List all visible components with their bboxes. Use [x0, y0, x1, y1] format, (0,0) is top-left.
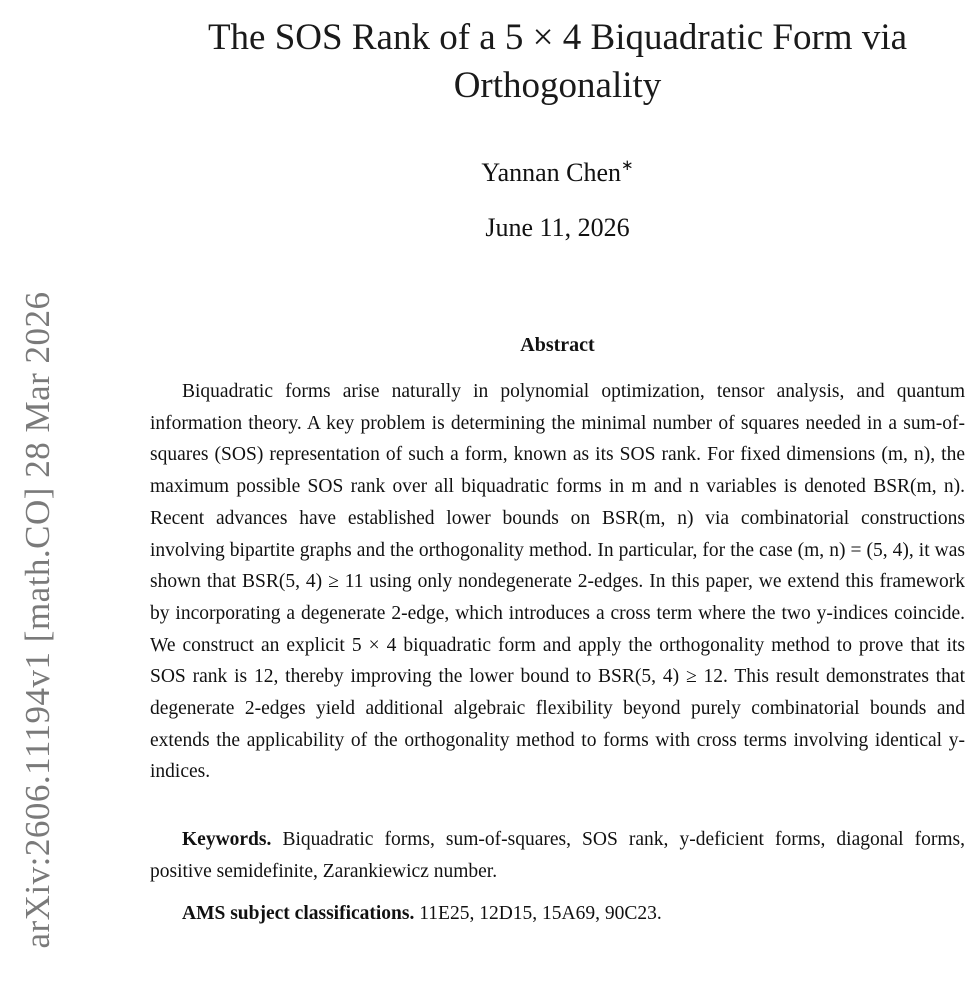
paper-title: The SOS Rank of a 5 × 4 Biquadratic Form via Orthogonality	[207, 17, 908, 106]
author-name: Yannan Chen	[481, 158, 622, 187]
abstract-heading: Abstract	[520, 334, 595, 356]
author-line	[150, 156, 965, 188]
keywords-paragraph	[150, 824, 965, 888]
ams-codes: 11E25, 12D15, 15A69, 90C23.	[419, 903, 662, 924]
ams-classification-paragraph	[150, 898, 965, 930]
keywords-label: Keywords.	[182, 829, 272, 850]
paper-date: June 11, 2026	[485, 213, 630, 242]
keywords-text: Biquadratic forms, sum-of-squares, SOS rank, y-deficient forms, diagonal forms, positive semidefinite, Zarankiewicz number.	[150, 829, 965, 882]
ams-label: AMS subject classifications.	[182, 903, 415, 924]
abstract-body: Biquadratic forms arise naturally in polynomial optimization, tensor analysis, and quantum information theory. A key problem is determining the minimal number of squares needed in a sum-of-squares (SOS) representation of such a form, known as its SOS rank. For fixed dimensions (m, n), the maximum possible SOS rank over all biquadratic forms in m and n variables is denoted BSR(m, n). Recent advances have established lower bounds on BSR(m, n) via combinatorial constructions involving bipartite graphs and the orthogonality method. In particular, for the case (m, n) = (5, 4), it was shown that BSR(5, 4) ≥ 11 using only nondegenerate 2-edges. In this paper, we extend this framework by incorporating a degenerate 2-edge, which introduces a cross term where the two y-indices coincide. We construct an explicit 5 × 4 biquadratic form and apply the orthogonality method to prove that its SOS rank is 12, thereby improving the lower bound to BSR(5, 4) ≥ 12. This result demonstrates that degenerate 2-edges yield additional algebraic flexibility beyond purely combinatorial bounds and extends the applicability of the orthogonality method to forms with cross terms involving identical y-indices.	[150, 381, 965, 783]
author-footnote-mark: ∗	[621, 158, 634, 174]
arxiv-identifier-stamp: arXiv:2606.11194v1 [math.CO] 28 Mar 2026	[18, 291, 57, 949]
